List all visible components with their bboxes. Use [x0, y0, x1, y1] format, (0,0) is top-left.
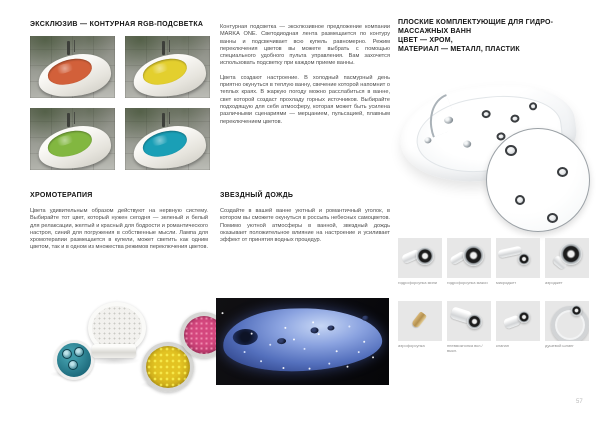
rgb-lighting-text-block	[220, 24, 390, 126]
product-label: гидрофорсунка макси	[447, 280, 488, 285]
hose-coil-shape	[551, 306, 589, 341]
control-dot	[62, 349, 72, 359]
flat-jet-icon	[515, 195, 525, 205]
jet-face	[560, 243, 582, 265]
fittings-heading-line4: МАТЕРИАЛ — МЕТАЛЛ, ПЛАСТИК	[398, 46, 520, 53]
hose-end	[571, 305, 582, 316]
button-face	[467, 314, 482, 329]
air-jet-icon	[398, 301, 442, 341]
jet-icon	[362, 316, 369, 321]
faucet-icon	[162, 113, 165, 127]
faucet-icon	[67, 113, 70, 127]
faucet-icon	[162, 41, 165, 55]
cone-shape	[411, 311, 427, 329]
bathtub-shell	[130, 49, 209, 98]
product-tile	[545, 301, 589, 353]
rgb-bathtub-photo-orange	[30, 36, 115, 98]
product-tile	[545, 238, 589, 285]
rgb-lighting-heading: ЭКСКЛЮЗИВ — КОНТУРНАЯ RGB-ПОДСВЕТКА	[30, 21, 204, 28]
fittings-heading-line2: МАССАЖНЫХ ВАНН	[398, 28, 472, 35]
bathtub-shell	[130, 121, 209, 170]
rgb-bathtub-photo-teal	[125, 108, 210, 170]
jet-face	[416, 247, 434, 265]
product-label: клапан	[496, 343, 509, 348]
faucet-icon	[67, 41, 70, 55]
product-label: пневмокнопка вкл./выкл.	[447, 343, 483, 353]
hydromassage-tub-photo	[398, 70, 592, 232]
jet-icon	[327, 326, 334, 331]
page-number: 57	[576, 399, 583, 405]
star-rain-paragraph: Создайте в вашей ванне уютный и романтичный уголок, в котором вы сможете окунуться в россыпь небесных самоцветов. Помимо уютной атмосферы в ванной, звездный дождь оказывает положительное влияние на настроение и усиливает эффект от принятия водных процедур.	[220, 208, 390, 244]
valve-face	[518, 311, 530, 323]
pneumatic-button-icon	[447, 301, 491, 341]
jet-face	[518, 253, 530, 265]
water-teal	[139, 126, 189, 161]
valve-icon	[496, 301, 540, 341]
bathtub-shell	[35, 121, 114, 170]
water-yellow	[139, 54, 189, 89]
chromotherapy-heading: ХРОМОТЕРАПИЯ	[30, 192, 93, 199]
magnifier-detail-circle	[486, 128, 590, 232]
hydro-jet-mini-icon	[398, 238, 442, 278]
control-dot	[68, 360, 78, 370]
product-label: микроджет	[496, 280, 517, 285]
rgb-bathtub-photo-green	[30, 108, 115, 170]
jet-face	[463, 245, 484, 266]
chromotherapy-control-button-icon	[54, 340, 94, 380]
lamp-base	[92, 344, 136, 358]
star-rain-bathtub-photo	[216, 298, 389, 385]
rgb-bathtub-photo-yellow	[125, 36, 210, 98]
product-tile	[447, 301, 491, 353]
illuminated-tub	[221, 304, 383, 375]
product-label: аэрофорсунка	[398, 343, 425, 348]
flat-jet-icon	[505, 145, 517, 156]
control-dot	[74, 347, 84, 357]
bathtub-shell	[35, 49, 114, 98]
headrest	[232, 328, 258, 346]
hydro-jet-maxi-icon	[447, 238, 491, 278]
rgb-paragraph-2: Цвета создают настроение. В холодный пасмурный день приятно окунуться в теплую ванну, свечение которой напомнит о теплых краях. В жаркую погоду можно расслабиться в ванне, свет которой создаст прохладу горных источников. Выбирайте подходящую для себя атмосферу, которая может быть усилена различными сценариями — мерцанием, пульсацией, плавным переключением цветов.	[220, 74, 390, 125]
flat-jet-icon	[557, 167, 568, 177]
jet-icon	[277, 338, 286, 344]
microjet-icon	[496, 238, 540, 278]
product-tile	[496, 238, 540, 285]
product-label: душевой шланг	[545, 343, 574, 348]
aerojet-icon	[545, 238, 589, 278]
product-tile	[447, 238, 491, 285]
sparkle-dots	[221, 313, 223, 315]
chromotherapy-paragraph: Цвета удивительным образом действуют на нервную систему. Выбирайте тот цвет, который нужен сегодня — зеленый и белый для релаксации, желтый и красный для бодрости и романтического настроя, синий для погружения в собственные мысли. Лампа для хромотерапии размещается в купели, может светить как одним цветом, так и в одном из множества режимов переключения цветов.	[30, 208, 208, 251]
rgb-bathtub-photo-grid	[30, 36, 210, 170]
jet-icon	[310, 328, 318, 334]
rgb-paragraph-1: Контурная подсветка — эксклюзивное предложение компании MARKA ONE. Светодиодная лента размещается по контуру ванны и подсвечивает всю купель равномерно. Режим переключения цветов вы можете выбрать с помощью специального удобного пульта управления. Вам захочется использовать подсветку при каждом приеме ванны.	[220, 24, 390, 67]
star-rain-heading: ЗВЕЗДНЫЙ ДОЖДЬ	[220, 192, 294, 199]
fittings-heading	[398, 18, 592, 54]
product-tile	[398, 301, 442, 353]
product-label: гидрофорсунка мини	[398, 280, 438, 285]
flat-jet-icon	[547, 213, 558, 223]
fittings-heading-line1: ПЛОСКИЕ КОМПЛЕКТУЮЩИЕ ДЛЯ ГИДРО-	[398, 19, 554, 26]
shower-hose-icon	[545, 301, 589, 341]
water-green	[44, 126, 94, 161]
product-tile	[398, 238, 442, 285]
product-label: аэроджет	[545, 280, 563, 285]
water-orange	[44, 54, 94, 89]
fittings-product-grid	[398, 238, 594, 353]
product-tile	[496, 301, 540, 353]
chromotherapy-lamps-photo	[30, 298, 208, 398]
fittings-heading-line3: ЦВЕТ — ХРОМ,	[398, 37, 453, 44]
